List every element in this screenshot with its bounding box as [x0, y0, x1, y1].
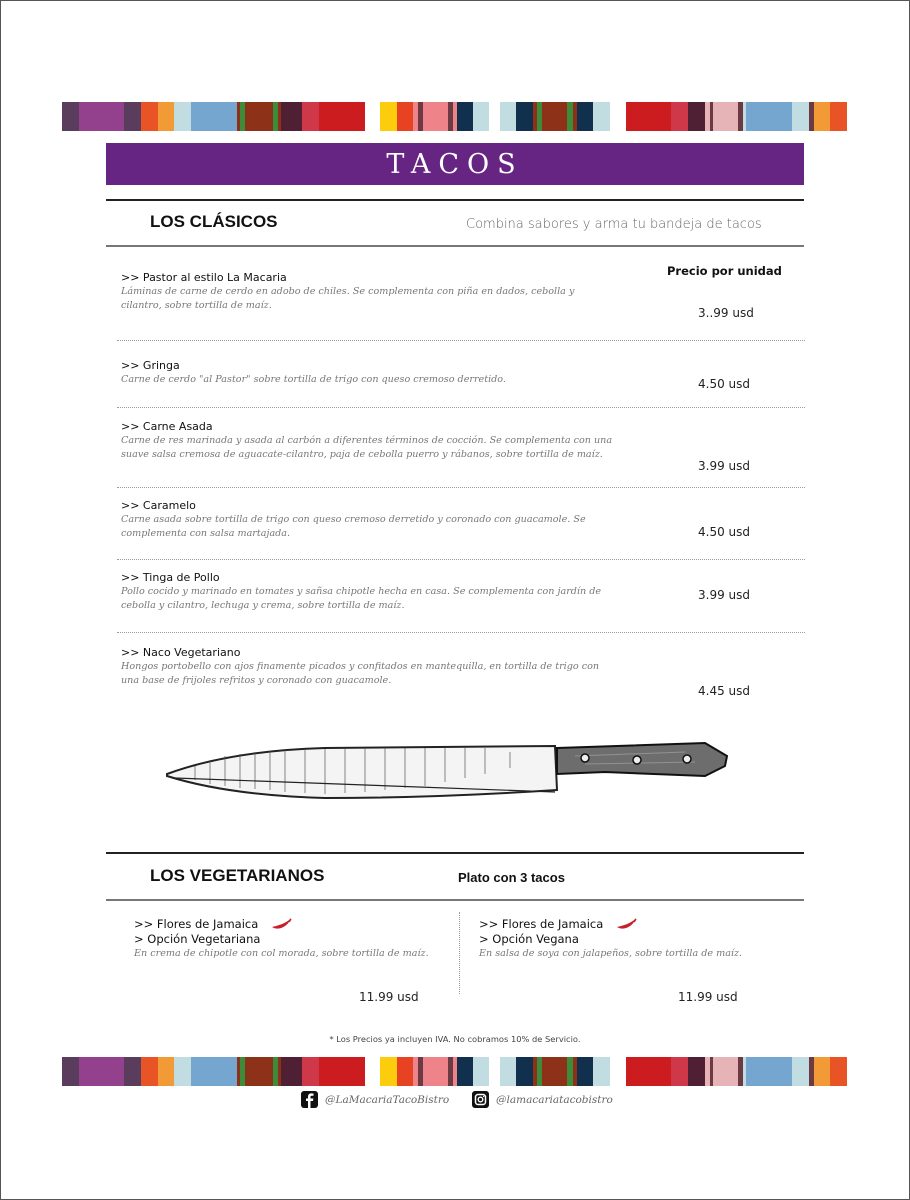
stripe-segment — [158, 102, 175, 131]
item-price: 3.99 usd — [698, 459, 751, 473]
stripe-segment — [671, 1057, 688, 1086]
stripe-segment — [245, 102, 274, 131]
divider — [106, 899, 804, 901]
stripe-segment — [792, 102, 809, 131]
stripe-segment — [141, 102, 158, 131]
stripe-segment — [713, 1057, 738, 1086]
instagram-icon — [472, 1091, 489, 1108]
item-name: >> Pastor al estilo La Macaria — [121, 271, 287, 284]
stripe-segment — [191, 102, 237, 131]
item-name: >> Flores de Jamaica — [134, 917, 259, 931]
footnote: * Los Precios ya incluyen IVA. No cobramos 10% de Servicio. — [329, 1034, 581, 1044]
stripe-segment — [281, 102, 302, 131]
stripe-segment — [302, 102, 319, 131]
stripe-segment — [542, 1057, 567, 1086]
stripe-segment — [516, 1057, 533, 1086]
stripe-segment — [577, 102, 594, 131]
item-name: >> Naco Vegetariano — [121, 646, 241, 659]
stripe-segment — [245, 1057, 274, 1086]
item-name-row — [479, 917, 809, 932]
divider — [106, 852, 804, 854]
stripe-segment — [397, 1057, 414, 1086]
stripe-segment — [746, 102, 792, 131]
chili-pepper-icon — [270, 918, 292, 932]
item-description: Hongos portobello con ajos finamente picados y confitados en mantequilla, en tortilla de trigo con una base de frijoles refritos y coronado con guacamole. — [121, 661, 600, 686]
stripe-segment — [792, 1057, 809, 1086]
price-column-header: Precio por unidad — [667, 264, 782, 278]
stripe-segment — [124, 1057, 141, 1086]
stripe-segment — [593, 1057, 610, 1086]
stripe-segment — [671, 102, 688, 131]
item-price: 3..99 usd — [698, 306, 754, 320]
stripe-segment — [814, 1057, 831, 1086]
stripe-segment — [191, 1057, 237, 1086]
stripe-segment — [174, 102, 191, 131]
page-title: TACOS — [386, 148, 524, 180]
section-subtitle-clasicos: Combina sabores y arma tu bandeja de tacos — [466, 217, 762, 232]
stripe-segment — [542, 102, 567, 131]
menu-item — [134, 917, 464, 961]
item-description: Carne de cerdo "al Pastor" sobre tortilla de trigo con queso cremoso derretido. — [121, 374, 506, 385]
item-price: 4.45 usd — [698, 684, 751, 698]
stripe-segment — [814, 102, 831, 131]
stripe-segment — [457, 1057, 473, 1086]
section-subtitle-vegetarianos: Plato con 3 tacos — [458, 870, 565, 885]
stripe-segment — [593, 102, 610, 131]
dotted-divider — [117, 407, 805, 408]
stripe-segment — [610, 102, 626, 131]
dotted-divider — [117, 632, 805, 633]
stripe-segment — [626, 102, 672, 131]
item-price: 4.50 usd — [698, 525, 751, 539]
stripe-segment — [489, 1057, 500, 1086]
stripe-segment — [124, 102, 141, 131]
item-name: >> Caramelo — [121, 499, 196, 512]
stripe-segment — [423, 1057, 448, 1086]
item-option: > Opción Vegana — [479, 932, 579, 946]
stripe-segment — [302, 1057, 319, 1086]
item-name: >> Gringa — [121, 359, 180, 372]
item-price: 3.99 usd — [698, 588, 751, 602]
stripe-segment — [79, 1057, 125, 1086]
facebook-link[interactable] — [301, 1091, 449, 1108]
item-description: Carne asada sobre tortilla de trigo con queso cremoso derretido y coronado con guacamole. Se complementa con salsa martajada. — [121, 514, 586, 539]
item-price: 4.50 usd — [698, 377, 751, 391]
instagram-handle: @lamacariatacobistro — [496, 1093, 613, 1106]
dotted-divider — [117, 340, 805, 341]
item-name: >> Carne Asada — [121, 420, 213, 433]
item-description: Láminas de carne de cerdo en adobo de chiles. Se complementa con piña en dados, cebolla y cilantro, sobre tortilla de maíz. — [121, 286, 575, 311]
stripe-segment — [577, 1057, 594, 1086]
section-title-clasicos: LOS CLÁSICOS — [150, 212, 278, 231]
menu-item — [479, 917, 809, 961]
stripe-segment — [516, 102, 533, 131]
stripe-segment — [626, 1057, 672, 1086]
item-description: En crema de chipotle con col morada, sobre tortilla de maíz. — [134, 948, 429, 959]
stripe-segment — [397, 102, 414, 131]
vertical-dotted-divider — [459, 912, 460, 994]
menu-item — [121, 420, 616, 462]
divider — [106, 245, 804, 247]
section-title-vegetarianos: LOS VEGETARIANOS — [150, 866, 325, 885]
item-name: >> Tinga de Pollo — [121, 571, 220, 584]
menu-item — [121, 571, 616, 613]
stripe-segment — [610, 1057, 626, 1086]
stripe-segment — [319, 1057, 365, 1086]
item-option: > Opción Vegetariana — [134, 932, 261, 946]
stripe-segment — [830, 1057, 847, 1086]
item-description: Carne de res marinada y asada al carbón a diferentes términos de cocción. Se complementa con una suave salsa cremosa de aguacate-cilantro, paja de cebolla puerro y rábanos, sobre tortilla de maíz. — [121, 435, 613, 460]
item-price: 11.99 usd — [359, 990, 419, 1004]
divider — [106, 199, 804, 201]
stripe-segment — [380, 102, 397, 131]
stripe-segment — [380, 1057, 397, 1086]
stripe-segment — [746, 1057, 792, 1086]
stripe-segment — [473, 102, 490, 131]
stripe-segment — [281, 1057, 302, 1086]
stripe-segment — [457, 102, 473, 131]
stripe-segment — [365, 1057, 381, 1086]
decorative-stripe-top — [62, 102, 847, 131]
menu-item — [121, 646, 616, 688]
dotted-divider — [117, 487, 805, 488]
item-price: 11.99 usd — [678, 990, 738, 1004]
stripe-segment — [79, 102, 125, 131]
stripe-segment — [688, 102, 705, 131]
stripe-segment — [174, 1057, 191, 1086]
stripe-segment — [500, 102, 517, 131]
chili-pepper-icon — [615, 918, 637, 932]
menu-item — [121, 499, 616, 541]
facebook-icon — [301, 1091, 318, 1108]
stripe-segment — [830, 102, 847, 131]
stripe-segment — [141, 1057, 158, 1086]
stripe-segment — [62, 102, 79, 131]
item-name-row — [134, 917, 464, 932]
decorative-stripe-bottom — [62, 1057, 847, 1086]
stripe-segment — [473, 1057, 490, 1086]
stripe-segment — [158, 1057, 175, 1086]
menu-item — [121, 359, 616, 387]
dotted-divider — [117, 559, 805, 560]
item-description: Pollo cocido y marinado en tomates y sañsa chipotle hecha en casa. Se complementa con jardín de cebolla y cilantro, lechuga y crema, sobre tortilla de maíz. — [121, 586, 602, 611]
knife-illustration — [165, 738, 735, 813]
item-name: >> Flores de Jamaica — [479, 917, 604, 931]
item-description: En salsa de soya con jalapeños, sobre tortilla de maíz. — [479, 948, 743, 959]
stripe-segment — [713, 102, 738, 131]
stripe-segment — [365, 102, 381, 131]
stripe-segment — [319, 102, 365, 131]
instagram-link[interactable] — [472, 1091, 613, 1108]
stripe-segment — [423, 102, 448, 131]
stripe-segment — [489, 102, 500, 131]
title-banner — [106, 143, 804, 185]
facebook-handle: @LaMacariaTacoBistro — [325, 1093, 450, 1106]
stripe-segment — [62, 1057, 79, 1086]
stripe-segment — [688, 1057, 705, 1086]
menu-item — [121, 271, 616, 313]
stripe-segment — [500, 1057, 517, 1086]
